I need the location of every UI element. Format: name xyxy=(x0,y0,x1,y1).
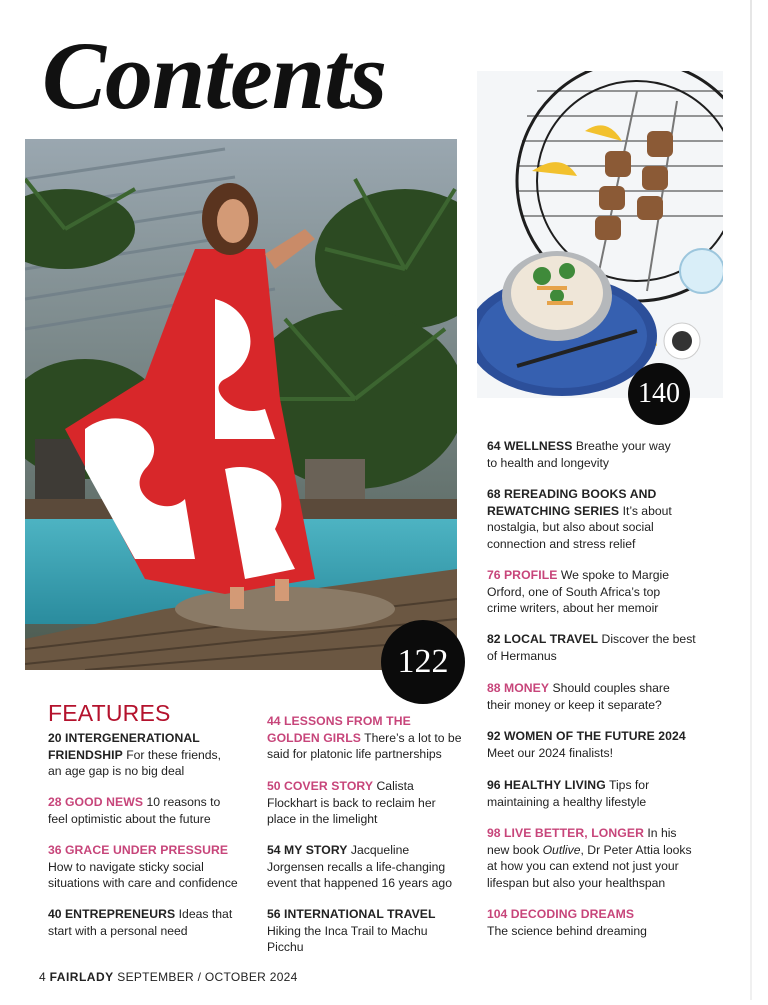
toc-heading: LOCAL TRAVEL xyxy=(503,632,599,646)
toc-description: The science behind dreaming xyxy=(487,923,647,938)
toc-item[interactable] xyxy=(487,728,697,761)
toc-item[interactable] xyxy=(48,842,243,892)
toc-item[interactable] xyxy=(48,794,238,827)
page-badge-140: 140 xyxy=(628,363,690,425)
toc-description: Ideas that start with a personal need xyxy=(48,907,233,938)
toc-heading: COVER STORY xyxy=(283,779,374,793)
toc-page-number: 88 xyxy=(487,681,501,695)
toc-item[interactable] xyxy=(267,842,467,892)
toc-item[interactable] xyxy=(487,825,697,891)
page-title: Contents xyxy=(42,22,387,129)
footer-page-number: 4 xyxy=(39,970,46,984)
toc-heading: HEALTHY LIVING xyxy=(503,778,606,792)
toc-description: Breathe your way to health and longevity xyxy=(487,439,671,470)
toc-description: How to navigate sticky social situations with care and confidence xyxy=(48,859,238,890)
toc-item[interactable] xyxy=(267,713,462,763)
toc-description: Hiking the Inca Trail to Machu Picchu xyxy=(267,923,428,954)
toc-item[interactable] xyxy=(487,631,697,664)
toc-heading: ENTREPRENEURS xyxy=(64,907,176,921)
toc-description: Calista Flockhart is back to reclaim her place in the limelight xyxy=(267,779,436,826)
toc-heading: WELLNESS xyxy=(503,439,573,453)
toc-description: Discover the best of Hermanus xyxy=(487,632,696,663)
toc-description: For these friends, an age gap is no big deal xyxy=(48,747,222,778)
toc-page-number: 54 xyxy=(267,843,281,857)
toc-page-number: 68 xyxy=(487,487,501,501)
toc-description-before: In his new book xyxy=(487,826,677,857)
footer-brand: FAIRLADY xyxy=(49,970,114,984)
toc-item[interactable] xyxy=(267,906,467,956)
toc-description: 10 reasons to feel optimistic about the future xyxy=(48,795,221,826)
toc-heading: REREADING BOOKS AND REWATCHING SERIES xyxy=(487,487,657,518)
toc-page-number: 64 xyxy=(487,439,501,453)
toc-page-number: 56 xyxy=(267,907,281,921)
toc-page-number: 82 xyxy=(487,632,501,646)
toc-description: We spoke to Margie Orford, one of South Africa’s top crime writers, about her memoir xyxy=(487,568,670,615)
toc-description: There’s a lot to be said for platonic life partnerships xyxy=(267,730,462,761)
toc-item[interactable] xyxy=(487,906,677,939)
toc-item[interactable] xyxy=(267,778,457,828)
toc-description: It’s about nostalgia, but also about social connection and stress relief xyxy=(487,503,672,551)
toc-page-number: 40 xyxy=(48,907,62,921)
toc-page-number: 98 xyxy=(487,826,501,840)
toc-description: Should couples share their money or keep it separate? xyxy=(487,681,670,712)
toc-page-number: 44 xyxy=(267,714,281,728)
toc-heading: PROFILE xyxy=(503,568,558,582)
toc-page-number: 104 xyxy=(487,907,508,921)
woman-in-red-dress-illustration xyxy=(25,139,457,670)
toc-page-number: 20 xyxy=(48,731,62,745)
toc-book-title: Outlive xyxy=(542,842,581,857)
toc-page-number: 76 xyxy=(487,568,501,582)
toc-heading: DECODING DREAMS xyxy=(510,907,635,921)
toc-description: Tips for maintaining a healthy lifestyle xyxy=(487,778,650,809)
toc-heading: MONEY xyxy=(503,681,550,695)
toc-heading: INTERGENERATIONAL FRIENDSHIP xyxy=(48,731,200,762)
toc-heading: LESSONS FROM THE GOLDEN GIRLS xyxy=(267,714,411,745)
toc-heading: INTERNATIONAL TRAVEL xyxy=(283,907,436,921)
toc-item[interactable] xyxy=(487,486,677,552)
toc-heading: GOOD NEWS xyxy=(64,795,144,809)
toc-description: Meet our 2024 finalists! xyxy=(487,745,614,760)
toc-description: Jacqueline Jorgensen recalls a life-changing event that happened 16 years ago xyxy=(267,843,452,890)
toc-item[interactable] xyxy=(487,777,677,810)
toc-heading: MY STORY xyxy=(283,843,348,857)
toc-description-after: , Dr Peter Attia looks at how you can extend not just your lifespan but also your healthspan xyxy=(487,842,692,890)
toc-page-number: 92 xyxy=(487,729,501,743)
toc-heading: LIVE BETTER, LONGER xyxy=(503,826,644,840)
toc-item[interactable] xyxy=(487,567,677,617)
features-heading: FEATURES xyxy=(48,700,171,726)
healthy-living-food-photo[interactable] xyxy=(477,71,723,398)
toc-item[interactable] xyxy=(48,730,228,780)
toc-page-number: 36 xyxy=(48,843,62,857)
page-badge-122: 122 xyxy=(381,620,465,704)
toc-item[interactable] xyxy=(487,438,682,471)
toc-page-number: 50 xyxy=(267,779,281,793)
toc-item[interactable] xyxy=(487,680,677,713)
cover-story-photo[interactable] xyxy=(25,139,457,670)
page-footer xyxy=(39,970,298,984)
toc-item[interactable] xyxy=(48,906,238,939)
skewers-and-bowl-illustration xyxy=(477,71,723,398)
page-edge-line xyxy=(750,0,752,300)
toc-heading: GRACE UNDER PRESSURE xyxy=(64,843,229,857)
toc-page-number: 28 xyxy=(48,795,62,809)
footer-issue: SEPTEMBER / OCTOBER 2024 xyxy=(117,970,298,984)
toc-page-number: 96 xyxy=(487,778,501,792)
toc-heading: WOMEN OF THE FUTURE 2024 xyxy=(503,729,686,743)
page-edge-line xyxy=(750,300,752,1000)
